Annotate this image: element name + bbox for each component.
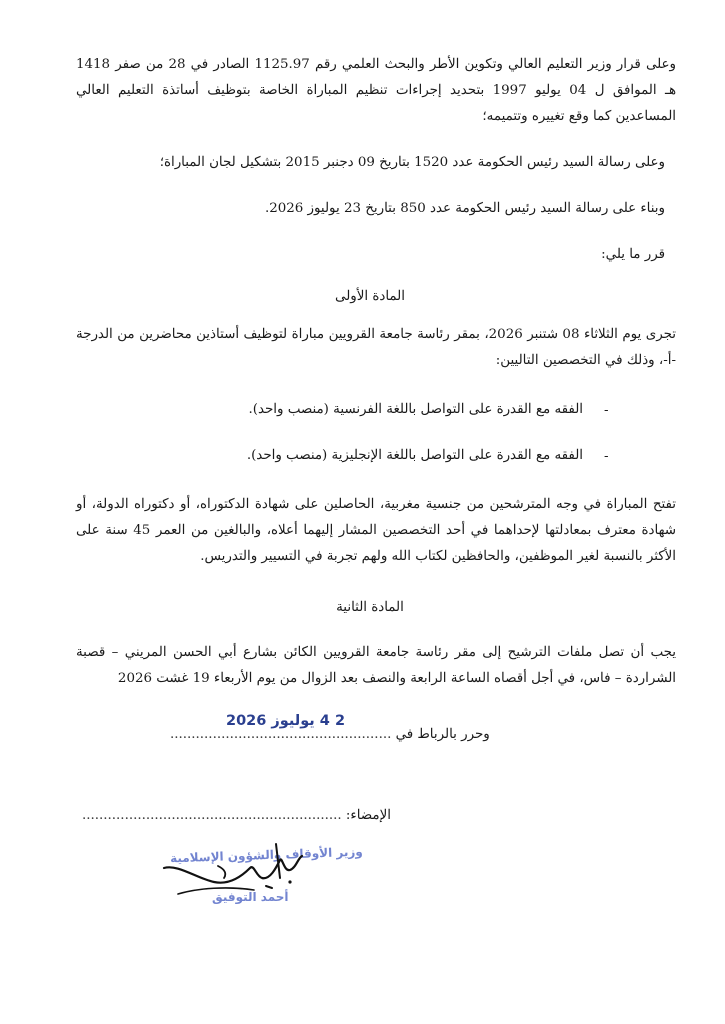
ministry-stamp-name: أحمد التوفيق xyxy=(212,890,289,904)
preamble-paragraph-1: وعلى قرار وزير التعليم العالي وتكوين الأطر والبحث العلمي رقم 1125.97 الصادر في 28 من صفر 1418 هـ الموافق ل 04 يوليو 1997 بتحديد إجراءات تنظيم المباراة الخاصة بتوظيف أساتذة التعليم العالي المساعدين كما وقع تغييره وتتميمه؛ xyxy=(76,57,677,124)
article-2-title: المادة الثانية xyxy=(336,600,404,615)
article-1-item-1: الفقه مع القدرة على التواصل باللغة الفرنسية (منصب واحد). xyxy=(248,402,583,417)
ministry-stamp-title: وزير الأوقاف والشؤون الإسلامية xyxy=(169,844,363,866)
dotted-line: .................................................... xyxy=(170,727,392,742)
handwritten-signature xyxy=(158,838,308,908)
stamped-date: 2 4 يوليوز 2026 xyxy=(226,713,346,729)
preamble-paragraph-3: وبناء على رسالة السيد رئيس الحكومة عدد 850 بتاريخ 23 يوليوز 2026. xyxy=(264,201,665,216)
decision-intro: قرر ما يلي: xyxy=(601,247,665,262)
bullet-dash: - xyxy=(604,449,609,464)
article-1-item-2: الفقه مع القدرة على التواصل باللغة الإنجليزية (منصب واحد). xyxy=(246,448,583,463)
preamble-paragraph-2: وعلى رسالة السيد رئيس الحكومة عدد 1520 بتاريخ 09 دجنبر 2015 بتشكيل لجان المباراة؛ xyxy=(159,155,665,170)
signature-line xyxy=(82,808,391,823)
written-at-label: وحرر بالرباط في xyxy=(395,727,490,742)
article-1-eligibility-paragraph: تفتح المباراة في وجه المترشحين من جنسية مغربية، الحاصلين على شهادة الدكتوراه، أو دكتوراه الدولة، أو شهادة معترف بمعادلتها لإحداهما في أحد التخصصين المشار إليهما أعلاه، والبالغين من العمر 45 سنة على الأكثر بالنسبة لغير الموظفين، والحافظين لكتاب الله ولهم تجربة في التسيير والتدريس. xyxy=(76,497,676,564)
article-1-paragraph: تجرى يوم الثلاثاء 08 شتنبر 2026، بمقر رئاسة جامعة القرويين مباراة لتوظيف أستاذين محاضرين من الدرجة -أ-، وذلك في التخصصين التاليين: xyxy=(76,327,676,368)
bullet-dash: - xyxy=(604,403,609,418)
written-at-line xyxy=(170,727,490,742)
article-1-title: المادة الأولى xyxy=(335,289,405,304)
signature-label: الإمضاء: xyxy=(345,808,391,823)
dotted-line: ............................................................. xyxy=(82,808,342,823)
article-2-paragraph: يجب أن تصل ملفات الترشيح إلى مقر رئاسة جامعة القرويين الكائن بشارع أبي الحسن المريني – قصبة الشراردة – فاس، في أجل أقصاه الساعة الرابعة والنصف بعد الزوال من يوم الأربعاء 19 غشت 2026 xyxy=(76,645,676,686)
